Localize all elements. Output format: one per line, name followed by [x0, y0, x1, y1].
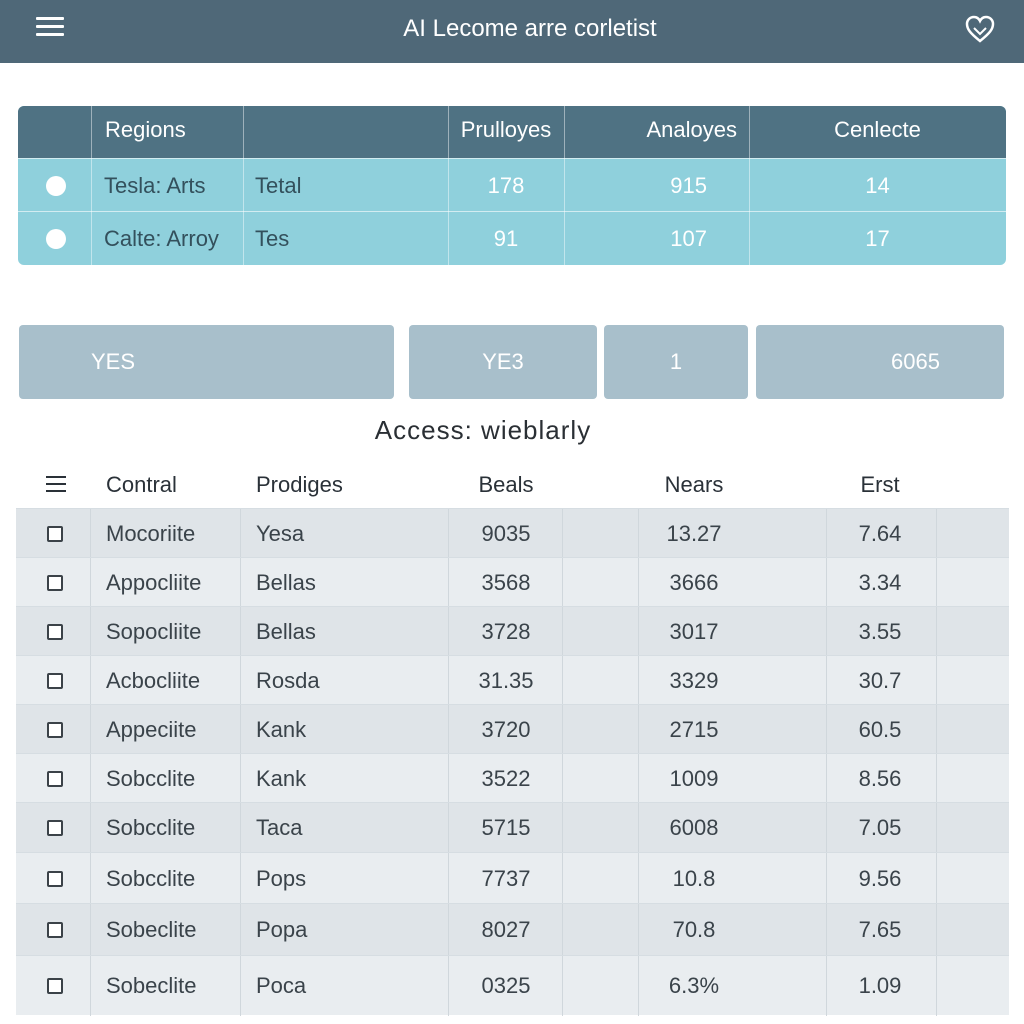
erst-cell: 7.65	[858, 917, 902, 942]
column-divider	[826, 607, 827, 656]
contral-cell: Mocoriite	[106, 521, 196, 546]
row-checkbox[interactable]	[47, 673, 63, 689]
regions-table-header	[18, 106, 1006, 158]
prodiges-cell: Bellas	[256, 570, 316, 595]
column-divider	[91, 106, 92, 265]
erst-cell: 3.55	[858, 619, 902, 644]
nears-cell: 3666	[669, 570, 719, 595]
column-divider	[448, 509, 449, 558]
column-divider	[936, 803, 937, 853]
erst-cell: 8.56	[858, 766, 902, 791]
column-divider	[638, 509, 639, 558]
column-divider	[638, 803, 639, 853]
column-divider	[90, 956, 91, 1016]
column-divider	[90, 705, 91, 754]
list-header	[18, 462, 1008, 508]
contral-cell: Sobeclite	[106, 917, 197, 942]
beals-cell: 3720	[481, 717, 531, 742]
row-checkbox[interactable]	[47, 722, 63, 738]
table-row[interactable]	[16, 655, 1009, 704]
column-divider	[448, 754, 449, 803]
column-divider	[90, 656, 91, 705]
column-divider	[562, 904, 563, 956]
prodiges-cell: Kank	[256, 766, 307, 791]
column-divider	[90, 904, 91, 956]
beals-cell: 9035	[481, 521, 531, 546]
row-checkbox[interactable]	[47, 526, 63, 542]
region-row[interactable]	[18, 158, 1006, 211]
column-divider	[826, 558, 827, 607]
column-divider	[936, 754, 937, 803]
nears-cell: 6008	[669, 815, 719, 840]
header-prodiges[interactable]: Prodiges	[256, 472, 343, 497]
table-row[interactable]	[16, 557, 1009, 606]
column-divider	[448, 106, 449, 265]
column-divider	[826, 656, 827, 705]
beals-cell: 8027	[481, 917, 531, 942]
header-contral[interactable]: Contral	[106, 472, 177, 497]
column-divider	[243, 106, 244, 265]
column-divider	[90, 853, 91, 904]
column-divider	[448, 853, 449, 904]
contral-cell: Sopocliite	[106, 619, 202, 644]
prodiges-cell: Poca	[256, 973, 307, 998]
column-divider	[562, 853, 563, 904]
beals-cell: 3522	[481, 766, 531, 791]
column-divider	[638, 558, 639, 607]
column-divider	[240, 853, 241, 904]
beals-cell: 5715	[481, 815, 531, 840]
analoyes-value: 915	[670, 173, 707, 198]
table-row[interactable]	[16, 852, 1009, 903]
contral-cell: Sobcclite	[106, 815, 196, 840]
contral-cell: Sobcclite	[106, 866, 196, 891]
region-type: Tes	[255, 226, 290, 251]
column-divider	[240, 904, 241, 956]
column-divider	[562, 509, 563, 558]
column-divider	[448, 904, 449, 956]
beals-cell: 31.35	[478, 668, 534, 693]
column-divider	[638, 956, 639, 1016]
column-divider	[448, 803, 449, 853]
column-divider	[749, 106, 750, 265]
prodiges-cell: Bellas	[256, 619, 316, 644]
cenlecte-value: 14	[865, 173, 890, 198]
column-divider	[240, 956, 241, 1016]
column-divider	[240, 754, 241, 803]
column-divider	[448, 607, 449, 656]
column-divider	[90, 803, 91, 853]
nears-cell: 10.8	[672, 866, 716, 891]
column-divider	[826, 853, 827, 904]
column-divider	[826, 705, 827, 754]
column-divider	[638, 754, 639, 803]
column-divider	[448, 656, 449, 705]
prodiges-cell: Kank	[256, 717, 307, 742]
column-divider	[638, 656, 639, 705]
column-divider	[936, 558, 937, 607]
count-button[interactable]: 1	[604, 325, 748, 399]
erst-cell: 9.56	[858, 866, 902, 891]
nears-cell: 6.3%	[668, 973, 720, 998]
header-nears[interactable]: Nears	[664, 472, 724, 497]
contral-cell: Appeciite	[106, 717, 197, 742]
row-checkbox[interactable]	[47, 624, 63, 640]
nears-cell: 70.8	[672, 917, 716, 942]
prodiges-cell: Pops	[256, 866, 307, 891]
table-row[interactable]	[16, 753, 1009, 802]
row-radio[interactable]	[46, 176, 66, 196]
column-divider	[240, 607, 241, 656]
column-divider	[562, 558, 563, 607]
column-divider	[826, 509, 827, 558]
contral-cell: Sobcclite	[106, 766, 196, 791]
table-row[interactable]	[16, 704, 1009, 753]
prodiges-cell: Taca	[256, 815, 303, 840]
table-row[interactable]	[16, 508, 1009, 557]
column-divider	[638, 904, 639, 956]
region-name: Calte: Arroy	[104, 226, 219, 251]
prodiges-cell: Yesa	[256, 521, 305, 546]
row-checkbox[interactable]	[47, 771, 63, 787]
beals-cell: 3568	[481, 570, 531, 595]
header-analoyes: Analoyes	[646, 117, 737, 142]
row-checkbox[interactable]	[47, 575, 63, 591]
regions-table	[18, 106, 1006, 265]
column-divider	[562, 656, 563, 705]
header-cenlecte: Cenlecte	[834, 117, 921, 142]
nears-cell: 3329	[669, 668, 719, 693]
region-type: Tetal	[255, 173, 302, 198]
erst-cell: 3.34	[858, 570, 902, 595]
column-divider	[564, 106, 565, 265]
column-divider	[240, 509, 241, 558]
erst-cell: 30.7	[858, 668, 902, 693]
yes-button[interactable]: YES	[19, 325, 394, 399]
table-row[interactable]	[16, 903, 1009, 955]
prulloyes-value: 91	[493, 226, 519, 251]
nears-cell: 3017	[669, 619, 719, 644]
header-prulloyes: Prulloyes	[460, 117, 552, 142]
table-row[interactable]	[16, 802, 1009, 852]
nears-cell: 1009	[669, 766, 719, 791]
column-divider	[936, 509, 937, 558]
column-divider	[936, 656, 937, 705]
beals-cell: 3728	[481, 619, 531, 644]
table-row[interactable]	[16, 955, 1009, 1015]
heart-icon[interactable]	[964, 14, 996, 44]
column-divider	[826, 754, 827, 803]
erst-cell: 60.5	[858, 717, 902, 742]
column-divider	[936, 705, 937, 754]
prodiges-cell: Rosda	[256, 668, 320, 693]
column-divider	[448, 705, 449, 754]
column-divider	[90, 607, 91, 656]
erst-cell: 7.64	[858, 521, 902, 546]
column-divider	[826, 803, 827, 853]
column-divider	[240, 558, 241, 607]
column-divider	[936, 607, 937, 656]
beals-cell: 7737	[481, 866, 531, 891]
analoyes-value: 107	[670, 226, 707, 251]
column-divider	[826, 904, 827, 956]
cenlecte-value: 17	[865, 226, 890, 251]
column-divider	[562, 754, 563, 803]
column-divider	[936, 853, 937, 904]
contral-cell: Sobeclite	[106, 973, 197, 998]
column-divider	[448, 558, 449, 607]
column-divider	[936, 956, 937, 1016]
nears-cell: 13.27	[666, 521, 722, 546]
nears-cell: 2715	[669, 717, 719, 742]
column-divider	[638, 607, 639, 656]
region-name: Tesla: Arts	[104, 173, 206, 198]
value-button[interactable]: 6065	[756, 325, 1004, 399]
erst-cell: 7.05	[858, 815, 902, 840]
list-menu-icon[interactable]	[46, 476, 66, 494]
column-divider	[638, 853, 639, 904]
column-divider	[562, 607, 563, 656]
contral-cell: Acbocliite	[106, 668, 201, 693]
table-row[interactable]	[16, 606, 1009, 655]
column-divider	[240, 803, 241, 853]
prulloyes-value: 178	[487, 173, 525, 198]
column-divider	[638, 705, 639, 754]
column-divider	[90, 558, 91, 607]
contral-cell: Appocliite	[106, 570, 202, 595]
header-regions: Regions	[105, 117, 186, 142]
access-label: Access: wieblarly	[374, 415, 592, 445]
column-divider	[448, 956, 449, 1016]
column-divider	[240, 705, 241, 754]
column-divider	[90, 509, 91, 558]
row-checkbox[interactable]	[47, 978, 63, 994]
app-header	[0, 0, 1024, 63]
app-title: AI Lecome arre corletist	[403, 15, 657, 42]
column-divider	[90, 754, 91, 803]
column-divider	[562, 956, 563, 1016]
row-checkbox[interactable]	[47, 820, 63, 836]
row-radio[interactable]	[46, 229, 66, 249]
beals-cell: 0325	[481, 973, 531, 998]
column-divider	[562, 803, 563, 853]
row-checkbox[interactable]	[47, 871, 63, 887]
ye3-button[interactable]: YE3	[409, 325, 597, 399]
column-divider	[936, 904, 937, 956]
row-checkbox[interactable]	[47, 922, 63, 938]
erst-cell: 1.09	[858, 973, 902, 998]
column-divider	[826, 956, 827, 1016]
region-row[interactable]	[18, 211, 1006, 264]
header-beals[interactable]: Beals	[478, 472, 534, 497]
header-erst[interactable]: Erst	[860, 472, 900, 497]
column-divider	[240, 656, 241, 705]
column-divider	[562, 705, 563, 754]
prodiges-cell: Popa	[256, 917, 308, 942]
